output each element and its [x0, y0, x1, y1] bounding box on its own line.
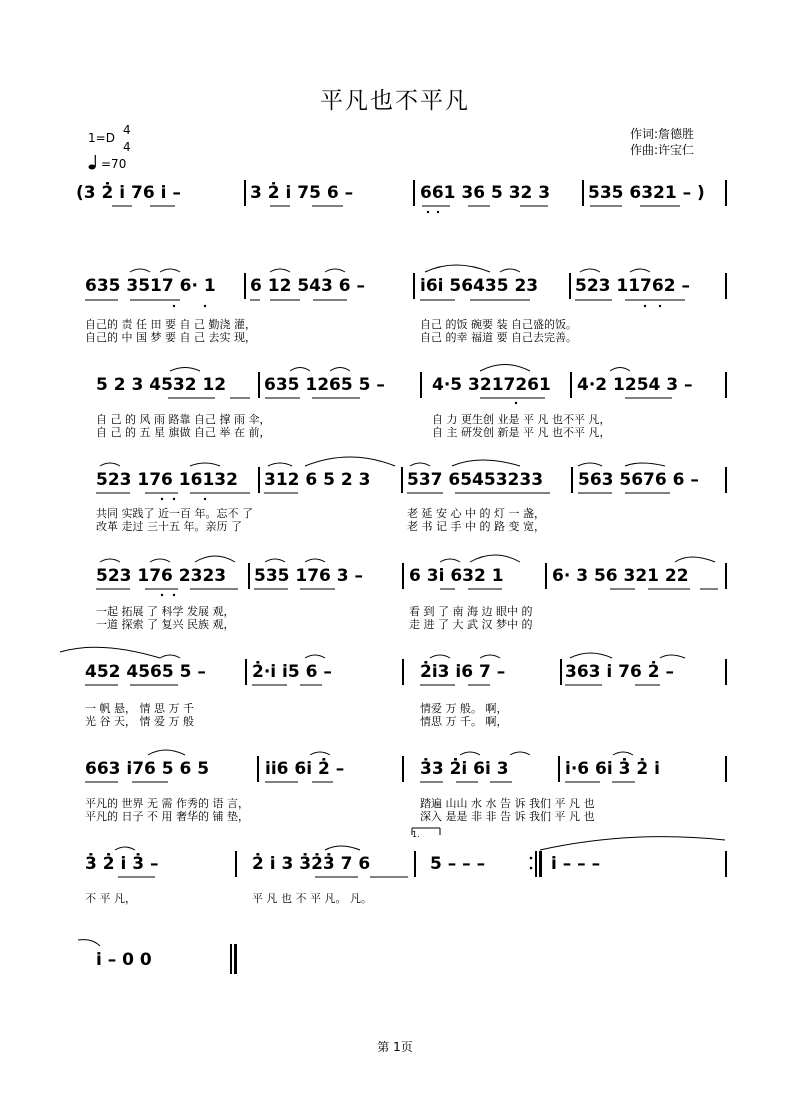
barline — [401, 467, 403, 493]
measure: 452 4565 5 – — [85, 662, 206, 682]
barline — [244, 273, 246, 299]
measure: 563 5676 6 – — [578, 470, 699, 490]
barline — [244, 180, 246, 206]
lyric-line-1: 看 到 了 南 海 边 眼中 的 — [409, 605, 533, 618]
barline — [402, 756, 404, 782]
repeat-barline-thick — [539, 851, 542, 877]
lyric-line-2: 自 主 研发创 新是 平 凡 也不平 凡， — [432, 426, 611, 439]
lyric-line-1: 平 凡 也 不 平 凡。 凡。 — [252, 892, 372, 905]
lyric-line-2: 深入 是是 非 非 告 诉 我们 平 凡 也 — [420, 810, 595, 823]
barline — [545, 563, 547, 589]
lyric-line-1: 情爱 万 般。 啊， — [420, 702, 508, 715]
barline — [420, 372, 422, 398]
barline — [258, 372, 260, 398]
measure: 663 i̇76 5 6 5 — [85, 759, 210, 779]
barline — [571, 467, 573, 493]
barline — [414, 851, 416, 877]
barline — [725, 180, 727, 206]
measure: 6 3i̇ 632 1 — [409, 566, 504, 586]
volta-label: 1. — [412, 830, 420, 839]
quarter-note-icon — [88, 154, 100, 174]
measure: 661 36 5 32 3 — [420, 183, 551, 203]
lyric-line-1: 一 帆 悬， 情 思 万 千 — [85, 702, 194, 715]
composer-credit: 作曲:许宝仁 — [630, 143, 695, 157]
barline — [558, 756, 560, 782]
lyric-line-2: 自 己 的 五 星 旗做 自己 举 在 前， — [96, 426, 271, 439]
measure: 2̇ i̇ 3 3̇2̇3̇ 7 6 — [252, 854, 371, 874]
barline — [725, 851, 727, 877]
barline — [402, 659, 404, 685]
final-barline-thick — [234, 944, 237, 974]
song-title: 平凡也不平凡 — [320, 88, 470, 114]
measure: 6 12 543 6 – — [250, 276, 365, 296]
time-signature-bottom: 4 — [123, 140, 131, 154]
measure: 2̇·i̇ i̇5 6 – — [252, 662, 332, 682]
measure: 3 2̇ i̇ 75 6 – — [250, 183, 354, 203]
measure: 4·2 1254 3 – — [577, 375, 693, 395]
tempo-marking: =70 — [101, 157, 127, 171]
repeat-barline — [535, 851, 537, 877]
lyric-line-1: 共同 实践了 近一百 年。忘不 了 — [96, 507, 253, 520]
lyric-line-2: 一道 探索 了 复兴 民族 观， — [96, 618, 235, 631]
lyric-line-2: 老 书 记 手 中 的 路 变 宽， — [407, 520, 545, 533]
lyric-line-2: 平凡的 日子 不 用 奢华的 铺 垫， — [85, 810, 249, 823]
lyric-line-1: 不 平 凡， — [85, 892, 136, 905]
barline — [725, 273, 727, 299]
measure: i̇·6 6i̇ 3̇ 2̇ i̇ — [565, 759, 660, 779]
measure: i̇ – 0 0 — [96, 950, 152, 970]
measure: 523 11762 – — [575, 276, 690, 296]
barline — [569, 273, 571, 299]
measure: (3 2̇ i̇ 76 i̇ – — [76, 183, 181, 203]
barline — [235, 851, 237, 877]
measure: 312 6 5 2 3 — [264, 470, 371, 490]
barline — [582, 180, 584, 206]
measure: 537 65453233 — [407, 470, 544, 490]
measure: 2̇i̇3 i̇6 7 – — [420, 662, 506, 682]
lyric-line-1: 一起 拓展 了 科学 发展 观， — [96, 605, 235, 618]
barline — [725, 659, 727, 685]
barline — [413, 180, 415, 206]
measure: 5 – – – — [430, 854, 486, 874]
lyric-line-2: 光 谷 天， 情 爱 万 般 — [85, 715, 194, 728]
lyric-line-1: 自己 的饭 碗要 装 自己盛的饭。 — [420, 318, 577, 331]
lyric-line-1: 平凡的 世界 无 需 作秀的 语 言， — [85, 797, 249, 810]
lyric-line-1: 自己的 责 任 田 要 自 己 勤浇 灌， — [85, 318, 256, 331]
measure: i̇ – – – — [551, 854, 601, 874]
measure: 6· 3 56 321 22 — [552, 566, 689, 586]
barline — [560, 659, 562, 685]
lyricist-credit: 作词:詹德胜 — [630, 127, 695, 141]
measure: i̇i̇6 6i̇ 2̇ – — [265, 759, 345, 779]
measure: 635 1265 5 – — [264, 375, 385, 395]
measure: 4·5 3217261 — [432, 375, 551, 395]
lyric-line-2: 走 进 了 大 武 汉 梦中 的 — [409, 618, 533, 631]
lyric-line-2: 自己 的幸 福道 要 自己去完善。 — [420, 331, 577, 344]
lyric-line-1: 自 力 更生创 业是 平 凡 也不平 凡， — [432, 413, 611, 426]
barline — [413, 273, 415, 299]
barline — [570, 372, 572, 398]
measure: 363 i̇ 76 2̇ – — [565, 662, 674, 682]
barline — [725, 756, 727, 782]
barline — [257, 756, 259, 782]
measure: 3̇3 2̇i̇ 6i̇ 3 — [420, 759, 509, 779]
lyric-line-1: 自 己 的 风 雨 路靠 自己 撑 雨 伞， — [96, 413, 271, 426]
final-barline — [230, 944, 232, 974]
measure: 635 3517 6· 1 — [85, 276, 216, 296]
measure: 5 2 3 4532 12 — [96, 375, 227, 395]
page-number: 第 1页 — [377, 1040, 413, 1054]
measure: 523 176 16132 — [96, 470, 238, 490]
barline — [258, 467, 260, 493]
barline — [725, 467, 727, 493]
measure: 3̇ 2̇ i̇ 3̇ – — [85, 854, 159, 874]
lyric-line-2: 情思 万 千。 啊， — [420, 715, 508, 728]
lyric-line-2: 改革 走过 三十五 年。亲历 了 — [96, 520, 242, 533]
barline — [725, 372, 727, 398]
time-signature-top: 4 — [123, 123, 131, 137]
measure: i̇6i̇ 56435 23 — [420, 276, 539, 296]
barline — [725, 563, 727, 589]
lyric-line-1: 踏遍 山山 水 水 告 诉 我们 平 凡 也 — [420, 797, 595, 810]
key-signature: 1=D — [88, 131, 115, 145]
measure: 523 176 2323 — [96, 566, 227, 586]
barline — [402, 563, 404, 589]
measure: 535 6321 – ) — [588, 183, 705, 203]
measure: 535 176 3 – — [254, 566, 364, 586]
barline — [245, 659, 247, 685]
lyric-line-2: 自己的 中 国 梦 要 自 己 去实 现， — [85, 331, 256, 344]
lyric-line-1: 老 延 安 心 中 的 灯 一 盏， — [407, 507, 545, 520]
barline — [248, 563, 250, 589]
